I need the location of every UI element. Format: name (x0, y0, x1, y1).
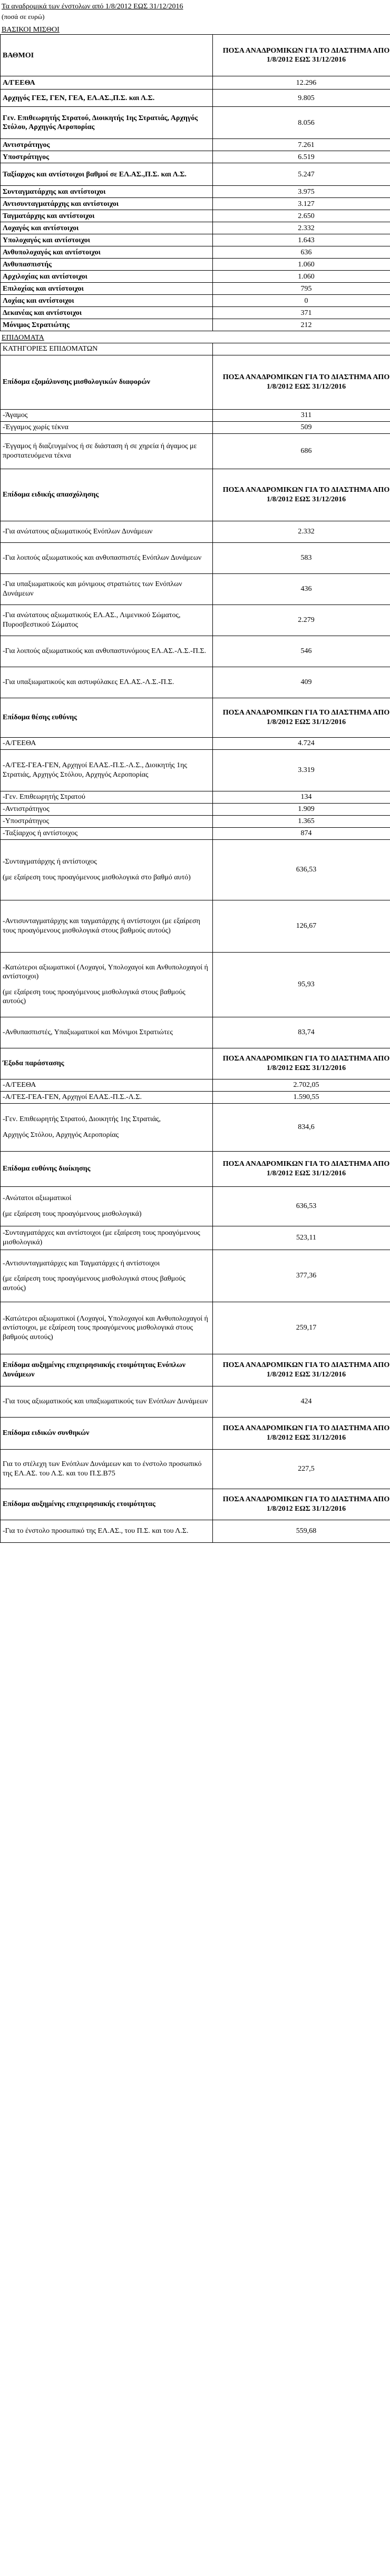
allowance-row (1, 1302, 390, 1354)
row-amount: 259,17 (213, 1302, 390, 1354)
row-amount: 636 (213, 246, 390, 259)
row-amount: 2.702,05 (213, 1079, 390, 1091)
allowance-group-title: Επίδομα αυξημένης επιχειρησιακής ετοιμότητας Ενόπλων Δυνάμεων (1, 1354, 213, 1386)
amount-column-header: ΠΟΣΑ ΑΝΑΔΡΟΜΙΚΩΝ ΓΙΑ ΤΟ ΔΙΑΣΤΗΜΑ ΑΠΟ 1/8/2012 ΕΩΣ 31/12/2016 (213, 1048, 390, 1079)
allowance-group-header-special (1, 469, 390, 521)
salary-row (1, 198, 390, 210)
row-amount: 1.365 (213, 815, 390, 827)
salary-row (1, 186, 390, 198)
row-amount: 12.296 (213, 76, 390, 90)
row-note-text: (με εξαίρεση τους προαγόμενους μισθολογικά) (3, 1210, 142, 1218)
allowance-row (1, 791, 390, 803)
row-amount: 1.590,55 (213, 1091, 390, 1103)
allowance-group-header-representation (1, 1048, 390, 1079)
basic-salaries-heading: ΒΑΣΙΚΟΙ ΜΙΣΘΟΙ (2, 25, 60, 34)
row-label (1, 1449, 213, 1489)
row-label-text: Συνταγματάρχης και αντίστοιχοι (3, 187, 106, 196)
row-label (1, 271, 213, 283)
row-amount: 2.650 (213, 210, 390, 222)
allowance-row (1, 421, 390, 433)
allowance-row (1, 737, 390, 749)
row-label-text: -Α/ΓΕΣ-ΓΕΑ-ΓΕΝ, Αρχηγοί ΕΛΑΣ.-Π.Σ.-Λ.Σ., Διοικητής 1ης Στρατιάς, Αρχηγός Στόλου, Αρχηγός Αεροπορίας (3, 761, 187, 779)
row-label-text: Αρχιλοχίας και αντίστοιχοι (3, 272, 87, 281)
salary-row (1, 283, 390, 295)
allowance-row (1, 1449, 390, 1489)
row-amount: 1.060 (213, 259, 390, 271)
row-amount: 1.643 (213, 234, 390, 246)
row-label (1, 1079, 213, 1091)
row-label-text: Επιλοχίας και αντίστοιχοι (3, 284, 84, 293)
row-label (1, 1226, 213, 1250)
row-label (1, 749, 213, 791)
row-amount: 8.056 (213, 107, 390, 139)
row-label-text: -Ταξίαρχος ή αντίστοιχος (3, 829, 78, 837)
allowance-row (1, 1017, 390, 1048)
allowance-row (1, 900, 390, 952)
allowance-group-title: Επίδομα εξομάλυνσης μισθολογικών διαφορών (1, 355, 213, 409)
row-amount: 7.261 (213, 139, 390, 151)
row-amount: 424 (213, 1386, 390, 1417)
salary-row (1, 246, 390, 259)
row-label-text: Δεκανέας και αντίστοιχοι (3, 309, 82, 317)
row-amount: 3.319 (213, 749, 390, 791)
row-amount: 6.519 (213, 151, 390, 163)
row-amount: 126,67 (213, 900, 390, 952)
row-label-text: -Για ανώτατους αξιωματικούς ΕΛ.ΑΣ., Λιμενικού Σώματος, Πυροσβεστικού Σώματος (3, 611, 181, 629)
amount-column-header: ΠΟΣΑ ΑΝΑΔΡΟΜΙΚΩΝ ΓΙΑ ΤΟ ΔΙΑΣΤΗΜΑ ΑΠΟ 1/8/2012 ΕΩΣ 31/12/2016 (213, 355, 390, 409)
allowance-group-header-readiness-forces (1, 1354, 390, 1386)
salary-row (1, 151, 390, 163)
row-label-text: -Αντισυνταγματάρχες και Ταγματάρχες ή αντίστοιχοι (3, 1259, 160, 1267)
allowance-group-header-post (1, 698, 390, 737)
row-label-text: Για το στέλεχη των Ενόπλων Δυνάμεων και το ένστολο προσωπικό της ΕΛ.ΑΣ. του Λ.Σ. και του Π.Σ.Β75 (3, 1460, 202, 1478)
row-label (1, 542, 213, 573)
allowance-row (1, 803, 390, 815)
allowance-row (1, 1186, 390, 1226)
grade-column-header: ΒΑΘΜΟΙ (1, 35, 213, 76)
row-label-text: Αντισυνταγματάρχης και αντίστοιχοι (3, 200, 119, 208)
row-note-text: Αρχηγός Στόλου, Αρχηγός Αεροπορίας (3, 1131, 119, 1139)
row-label-text: -Γεν. Επιθεωρητής Στρατού (3, 793, 85, 801)
row-amount: 377,36 (213, 1250, 390, 1302)
row-amount: 874 (213, 827, 390, 839)
row-amount: 134 (213, 791, 390, 803)
row-label-text: -Για ανώτατους αξιωματικούς Ενόπλων Δυνάμεων (3, 528, 153, 536)
row-label (1, 1250, 213, 1302)
row-label (1, 900, 213, 952)
row-label (1, 521, 213, 542)
row-label-text: -Για υπαξιωματικούς και μόνιμους στρατιώτες των Ενόπλων Δυνάμεων (3, 580, 182, 598)
row-label-text: -Συνταγματάρχης ή αντίστοιχος (3, 858, 97, 866)
row-label-text: Γεν. Επιθεωρητής Στρατού, Διοικητής 1ης Στρατιάς, Αρχηγός Στόλου, Αρχηγός Αεροπορίας (3, 114, 198, 132)
row-label-text: -Συνταγματάρχες και αντίστοιχοι (με εξαίρεση τους προαγόμενους μισθολογικά) (3, 1229, 200, 1246)
row-label (1, 210, 213, 222)
allowance-row (1, 573, 390, 605)
row-label (1, 1386, 213, 1417)
row-amount: 559,68 (213, 1520, 390, 1542)
row-label (1, 151, 213, 163)
basic-salaries-header-row (1, 35, 390, 76)
row-label (1, 1091, 213, 1103)
row-label-text: -Για λοιπούς αξιωματικούς και ανθυπαστυνόμους ΕΛ.ΑΣ.-Λ.Σ.-Π.Σ. (3, 647, 206, 655)
row-label-text: Υποστράτηγος (3, 153, 50, 161)
row-label (1, 163, 213, 186)
allowance-row (1, 667, 390, 698)
row-label (1, 139, 213, 151)
row-label (1, 839, 213, 900)
row-amount: 2.279 (213, 605, 390, 636)
row-label (1, 76, 213, 90)
allowance-group-header-readiness-police (1, 1489, 390, 1520)
categories-label: ΚΑΤΗΓΟΡΙΕΣ ΕΠΙΔΟΜΑΤΩΝ (1, 343, 213, 355)
salary-row (1, 234, 390, 246)
document-title: Τα αναδρομικά των ένστολων από 1/8/2012 ΕΩΣ 31/12/2016 (2, 3, 183, 11)
row-label (1, 952, 213, 1017)
basic-salaries-table (0, 34, 390, 331)
row-label-text: -Για το ένστολο προσωπικό της ΕΛ.ΑΣ., του Π.Σ. και του Λ.Σ. (3, 1527, 189, 1535)
row-label-text: Αρχηγός ΓΕΣ, ΓΕΝ, ΓΕΑ, ΕΛ.ΑΣ.,Π.Σ. και Λ.Σ. (3, 94, 155, 102)
row-label (1, 636, 213, 667)
row-label (1, 605, 213, 636)
row-note-text: (με εξαίρεση τους προαγόμενους μισθολογικά στους βαθμούς αυτούς) (3, 1275, 186, 1292)
allowance-row (1, 1091, 390, 1103)
row-amount: 409 (213, 667, 390, 698)
amount-column-header: ΠΟΣΑ ΑΝΑΔΡΟΜΙΚΩΝ ΓΙΑ ΤΟ ΔΙΑΣΤΗΜΑ ΑΠΟ 1/8/2012 ΕΩΣ 31/12/2016 (213, 1489, 390, 1520)
row-amount: 3.975 (213, 186, 390, 198)
row-label (1, 409, 213, 421)
row-label (1, 90, 213, 107)
row-label (1, 186, 213, 198)
row-amount: 311 (213, 409, 390, 421)
row-amount: 1.060 (213, 271, 390, 283)
allowance-group-title: Έξοδα παράστασης (1, 1048, 213, 1079)
salary-row (1, 163, 390, 186)
row-label-text: -Για λοιπούς αξιωματικούς και ανθυπασπιστές Ενόπλων Δυνάμεων (3, 554, 202, 562)
allowance-row (1, 409, 390, 421)
row-note-text: (με εξαίρεση τους προαγόμενους μισθολογικά στο βαθμό αυτό) (3, 873, 191, 881)
row-label (1, 107, 213, 139)
row-label-text: Λοχίας και αντίστοιχοι (3, 296, 74, 305)
row-label (1, 1186, 213, 1226)
amount-column-header: ΠΟΣΑ ΑΝΑΔΡΟΜΙΚΩΝ ΓΙΑ ΤΟ ΔΙΑΣΤΗΜΑ ΑΠΟ 1/8/2012 ΕΩΣ 31/12/2016 (213, 698, 390, 737)
row-amount: 636,53 (213, 1186, 390, 1226)
row-amount: 3.127 (213, 198, 390, 210)
row-amount: 509 (213, 421, 390, 433)
allowance-row (1, 749, 390, 791)
allowance-row (1, 827, 390, 839)
row-label (1, 1017, 213, 1048)
allowance-group-title: Επίδομα θέσης ευθύνης (1, 698, 213, 737)
allowance-row (1, 521, 390, 542)
amount-column-header: ΠΟΣΑ ΑΝΑΔΡΟΜΙΚΩΝ ΓΙΑ ΤΟ ΔΙΑΣΤΗΜΑ ΑΠΟ 1/8/2012 ΕΩΣ 31/12/2016 (213, 1354, 390, 1386)
allowance-group-title: Επίδομα ειδικής απασχόλησης (1, 469, 213, 521)
row-label (1, 198, 213, 210)
row-amount: 546 (213, 636, 390, 667)
row-amount: 2.332 (213, 222, 390, 234)
row-label (1, 667, 213, 698)
allowance-row (1, 815, 390, 827)
amount-column-header: ΠΟΣΑ ΑΝΑΔΡΟΜΙΚΩΝ ΓΙΑ ΤΟ ΔΙΑΣΤΗΜΑ ΑΠΟ 1/8/2012 ΕΩΣ 31/12/2016 (213, 35, 390, 76)
row-label (1, 573, 213, 605)
row-label-text: Ταξίαρχος και αντίστοιχοι βαθμοί σε ΕΛ.ΑΣ.,Π.Σ. και Λ.Σ. (3, 170, 187, 179)
row-amount: 227,5 (213, 1449, 390, 1489)
row-amount: 212 (213, 319, 390, 331)
row-label-text: Λοχαγός και αντίστοιχοι (3, 224, 79, 232)
row-label (1, 421, 213, 433)
allowance-group-title: Επίδομα αυξημένης επιχειρησιακής ετοιμότητας (1, 1489, 213, 1520)
row-amount: 1.909 (213, 803, 390, 815)
allowance-row (1, 1079, 390, 1091)
amount-column-header: ΠΟΣΑ ΑΝΑΔΡΟΜΙΚΩΝ ΓΙΑ ΤΟ ΔΙΑΣΤΗΜΑ ΑΠΟ 1/8/2012 ΕΩΣ 31/12/2016 (213, 469, 390, 521)
row-label-text: -Α/ΓΕΕΘΑ (3, 739, 36, 747)
row-label-text: -Α/ΓΕΕΘΑ (3, 1081, 36, 1089)
allowance-row (1, 1103, 390, 1151)
row-label (1, 737, 213, 749)
row-label-text: Ανθυπολοχαγός και αντίστοιχοι (3, 248, 101, 256)
row-label-text: -Ανώτατοι αξιωματικοί (3, 1194, 72, 1203)
row-label-text: -Έγγαμος ή διαζευγμένος ή σε διάσταση ή σε χηρεία ή άγαμος με προστατευόμενα τέκνα (3, 442, 197, 460)
row-amount: 686 (213, 433, 390, 469)
row-label (1, 803, 213, 815)
allowance-row (1, 1520, 390, 1542)
allowances-body (1, 355, 390, 1542)
amount-column-header: ΠΟΣΑ ΑΝΑΔΡΟΜΙΚΩΝ ΓΙΑ ΤΟ ΔΙΑΣΤΗΜΑ ΑΠΟ 1/8/2012 ΕΩΣ 31/12/2016 (213, 1151, 390, 1186)
row-label (1, 827, 213, 839)
row-label (1, 283, 213, 295)
salary-row (1, 76, 390, 90)
amounts-note: (ποσά σε ευρώ) (2, 12, 45, 21)
row-label-text: -Αντιστράτηγος (3, 805, 50, 813)
allowance-row (1, 636, 390, 667)
row-label (1, 1520, 213, 1542)
row-label-text: Μόνιμος Στρατιώτης (3, 321, 70, 329)
row-label (1, 307, 213, 319)
row-note-text: (με εξαίρεση τους προαγόμενους μισθολογικά στους βαθμούς αυτούς) (3, 988, 186, 1006)
row-label (1, 222, 213, 234)
allowance-group-header-command (1, 1151, 390, 1186)
row-amount: 83,74 (213, 1017, 390, 1048)
row-label-text: -Άγαμος (3, 411, 28, 419)
row-label-text: -Υποστράτηγος (3, 817, 50, 825)
row-amount: 583 (213, 542, 390, 573)
allowance-row (1, 1250, 390, 1302)
row-label-text: -Ανθυπασπιστές, Υπαξιωματικοί και Μόνιμοι Στρατιώτες (3, 1028, 173, 1036)
row-label (1, 1103, 213, 1151)
row-amount: 523,11 (213, 1226, 390, 1250)
row-amount: 436 (213, 573, 390, 605)
row-label (1, 319, 213, 331)
row-amount: 834,6 (213, 1103, 390, 1151)
allowance-row (1, 605, 390, 636)
salary-row (1, 295, 390, 307)
row-amount: 2.332 (213, 521, 390, 542)
row-label-text: Ταγματάρχης και αντίστοιχοι (3, 212, 95, 220)
allowance-row (1, 542, 390, 573)
row-label (1, 234, 213, 246)
row-label (1, 433, 213, 469)
salary-row (1, 139, 390, 151)
row-amount: 5.247 (213, 163, 390, 186)
categories-blank (213, 343, 390, 355)
row-amount: 0 (213, 295, 390, 307)
salary-row (1, 90, 390, 107)
row-label-text: Αντιστράτηγος (3, 141, 50, 149)
row-label (1, 295, 213, 307)
row-label-text: -Κατώτεροι αξιωματικοί (Λοχαγοί, Υπολοχαγοί και Ανθυπολοχαγοί ή αντίστοιχοι) (3, 963, 208, 981)
allowance-row (1, 1386, 390, 1417)
salary-row (1, 271, 390, 283)
row-label-text: -Γεν. Επιθεωρητής Στρατού, Διοικητής 1ης Στρατιάς, (3, 1115, 161, 1124)
row-label-text: -Έγγαμος χωρίς τέκνα (3, 423, 69, 431)
row-label-text: Υπολοχαγός και αντίστοιχοι (3, 236, 91, 244)
row-label-text: -Για τους αξιωματικούς και υπαξιωματικούς των Ενόπλων Δυνάμεων (3, 1398, 208, 1405)
salary-row (1, 210, 390, 222)
row-label (1, 791, 213, 803)
row-amount: 95,93 (213, 952, 390, 1017)
row-label-text: -Α/ΓΕΣ-ΓΕΑ-ΓΕΝ, Αρχηγοί ΕΛΑΣ.-Π.Σ.-Λ.Σ. (3, 1093, 142, 1101)
row-label-text: Ανθυπασπιστής (3, 260, 52, 269)
row-label-text: -Κατώτεροι αξιωματικοί (Λοχαγοί, Υπολοχαγοί και Ανθυπολοχαγοί ή αντίστοιχοι, με εξαίρεση τους προαγόμενους μισθολογικά στους βαθμούς αυτούς) (3, 1314, 208, 1341)
salary-row (1, 222, 390, 234)
allowance-group-title: Επίδομα ειδικών συνθηκών (1, 1417, 213, 1449)
allowance-group-title: Επίδομα ευθύνης διοίκησης (1, 1151, 213, 1186)
allowance-group-header-family (1, 355, 390, 409)
allowances-table (0, 343, 390, 1543)
salary-row (1, 259, 390, 271)
row-amount: 9.805 (213, 90, 390, 107)
row-amount: 371 (213, 307, 390, 319)
row-label (1, 259, 213, 271)
row-label (1, 246, 213, 259)
basic-salaries-body (1, 76, 390, 331)
amount-column-header: ΠΟΣΑ ΑΝΑΔΡΟΜΙΚΩΝ ΓΙΑ ΤΟ ΔΙΑΣΤΗΜΑ ΑΠΟ 1/8/2012 ΕΩΣ 31/12/2016 (213, 1417, 390, 1449)
row-label (1, 815, 213, 827)
allowance-row (1, 1226, 390, 1250)
allowance-row (1, 952, 390, 1017)
row-amount: 795 (213, 283, 390, 295)
allowance-row (1, 839, 390, 900)
row-amount: 4.724 (213, 737, 390, 749)
row-label-text: -Για υπαξιωματικούς και αστυφύλακες ΕΛ.ΑΣ.-Λ.Σ.-Π.Σ. (3, 678, 174, 686)
salary-row (1, 307, 390, 319)
allowance-row (1, 433, 390, 469)
allowance-group-header-special-conditions (1, 1417, 390, 1449)
row-amount: 636,53 (213, 839, 390, 900)
salary-row (1, 319, 390, 331)
row-label (1, 1302, 213, 1354)
allowances-categories-row (1, 343, 390, 355)
row-label-text: Α/ΓΕΕΘΑ (3, 78, 35, 87)
allowances-heading: ΕΠΙΔΟΜΑΤΑ (2, 334, 44, 342)
salary-row (1, 107, 390, 139)
row-label-text: -Αντισυνταγματάρχης και ταγματάρχης ή αντίστοιχοι (με εξαίρεση τους προαγόμενους μισθολογικά στους βαθμούς αυτούς) (3, 917, 200, 935)
